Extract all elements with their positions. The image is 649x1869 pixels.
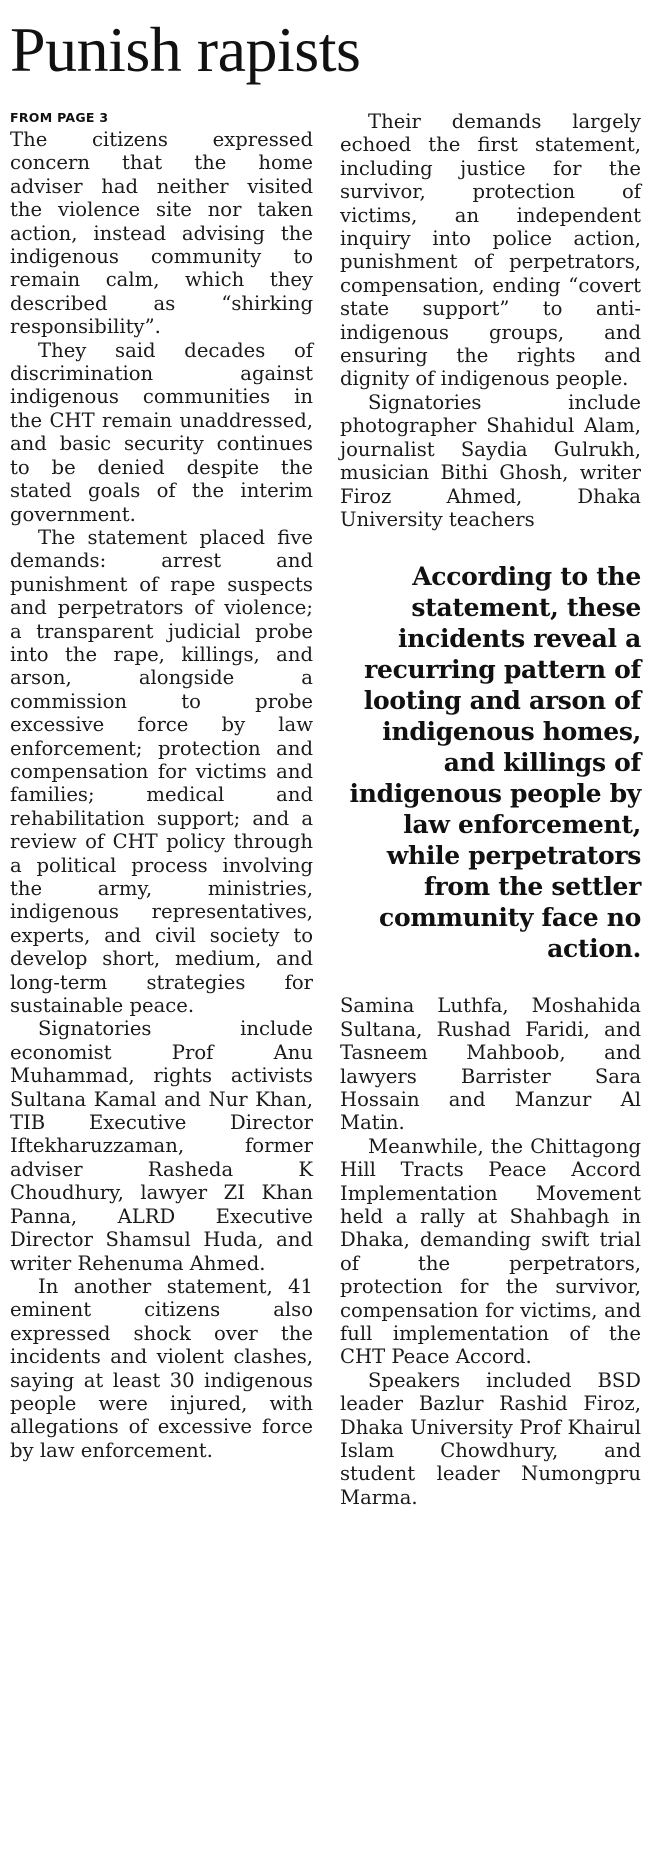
article-body xyxy=(10,110,641,1860)
paragraph: In another statement, 41 eminent citizens also expressed shock over the incidents and violent clashes, saying at least 30 indigenous people were injured, with allegations of excessive force by law enforcement. xyxy=(10,1274,313,1462)
paragraph: Meanwhile, the Chittagong Hill Tracts Peace Accord Implementation Movement held a rally at Shahbagh in Dhaka, demanding swift trial of the perpetrators, protection for the survivor, compensation for victims, and full implementation of the CHT Peace Accord. xyxy=(340,1134,641,1369)
left-column xyxy=(10,110,313,1462)
continuation-kicker: FROM PAGE 3 xyxy=(10,110,109,125)
right-column xyxy=(340,110,641,1509)
paragraph: The citizens expressed concern that the home adviser had neither visited the violence site nor taken action, instead advising the indigenous community to remain calm, which they described as “shirking responsibility”. xyxy=(10,128,313,339)
headline: Punish rapists xyxy=(10,14,361,85)
paragraph: Samina Luthfa, Moshahida Sultana, Rushad Faridi, and Tasneem Mahboob, and lawyers Barrister Sara Hossain and Manzur Al Matin. xyxy=(340,994,641,1135)
paragraph: Speakers included BSD leader Bazlur Rashid Firoz, Dhaka University Prof Khairul Islam Chowdhury, and student leader Numongpru Marma. xyxy=(340,1368,641,1509)
paragraph: The statement placed five demands: arrest and punishment of rape suspects and perpetrators of violence; a transparent judicial probe into the rape, killings, and arson, alongside a commission to probe excessive force by law enforcement; protection and compensation for victims and families; medical and rehabilitation support; and a review of CHT policy through a political process involving the army, ministries, indigenous representatives, experts, and civil society to develop short, medium, and long-term strategies for sustainable peace. xyxy=(10,525,313,1018)
paragraph: Signatories include economist Prof Anu Muhammad, rights activists Sultana Kamal and Nur Khan, TIB Executive Director Iftekharuzzaman, former adviser Rasheda K Choudhury, lawyer ZI Khan Panna, ALRD Executive Director Shamsul Huda, and writer Rehenuma Ahmed. xyxy=(10,1017,313,1275)
paragraph: Signatories include photographer Shahidul Alam, journalist Saydia Gulrukh, musician Bithi Ghosh, writer Firoz Ahmed, Dhaka University teachers xyxy=(340,390,641,531)
paragraph: Their demands largely echoed the first statement, including justice for the survivor, protection of victims, an independent inquiry into police action, punishment of perpetrators, compensation, ending “covert state support” to anti-indigenous groups, and ensuring the rights and dignity of indigenous people. xyxy=(340,110,641,391)
pull-quote: According to the statement, these incidents reveal a recurring pattern of looting and arson of indigenous homes, and killings of indigenous people by law enforcement, while perpetrators from the settler community face no action. xyxy=(349,562,641,964)
paragraph: They said decades of discrimination against indigenous communities in the CHT remain unaddressed, and basic security continues to be denied despite the stated goals of the interim government. xyxy=(10,338,313,526)
